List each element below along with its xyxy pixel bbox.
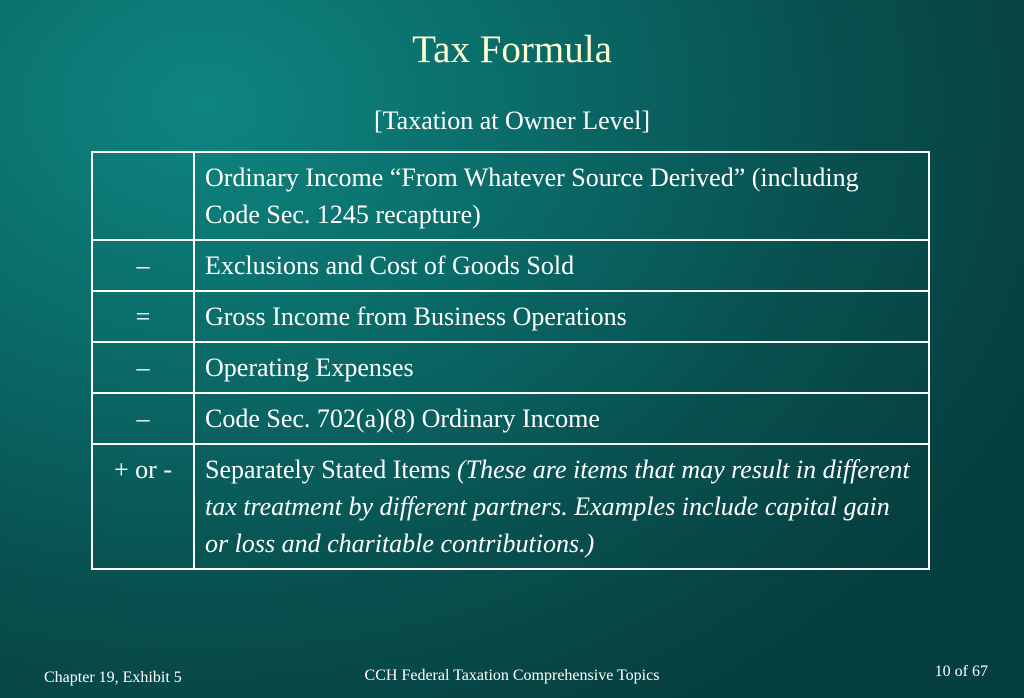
row-text: Exclusions and Cost of Goods Sold <box>205 251 575 280</box>
description-cell <box>194 444 929 569</box>
row-text: Operating Expenses <box>205 353 414 382</box>
footer-page-number: 10 of 67 <box>934 663 988 680</box>
row-text: Gross Income from Business Operations <box>205 302 627 331</box>
description-cell <box>194 240 929 291</box>
footer-chapter: Chapter 19, Exhibit 5 <box>44 669 182 686</box>
table-row <box>92 342 929 393</box>
operator-cell: = <box>92 291 194 342</box>
footer-publication: CCH Federal Taxation Comprehensive Topics <box>364 667 660 684</box>
operator-cell: – <box>92 342 194 393</box>
row-text: Ordinary Income “From Whatever Source Derived” (including Code Sec. 1245 recapture) <box>205 163 859 229</box>
description-cell <box>194 342 929 393</box>
row-text: Code Sec. 702(a)(8) Ordinary Income <box>205 404 600 433</box>
row-text: Separately Stated Items <box>205 455 457 484</box>
table-row <box>92 152 929 240</box>
slide-title: Tax Formula <box>412 28 612 71</box>
operator-cell: + or - <box>92 444 194 569</box>
row-note: (These are items that may result in different tax treatment by different partners. Examples include capital gain or loss and charitable contributions.) <box>205 455 910 558</box>
table-row <box>92 291 929 342</box>
table-row <box>92 393 929 444</box>
tax-formula-table <box>91 151 930 570</box>
table-row <box>92 444 929 569</box>
operator-cell: – <box>92 240 194 291</box>
description-cell <box>194 393 929 444</box>
operator-cell <box>92 152 194 240</box>
table-row <box>92 240 929 291</box>
description-cell <box>194 291 929 342</box>
operator-cell: – <box>92 393 194 444</box>
description-cell <box>194 152 929 240</box>
slide-subtitle: [Taxation at Owner Level] <box>373 106 651 135</box>
